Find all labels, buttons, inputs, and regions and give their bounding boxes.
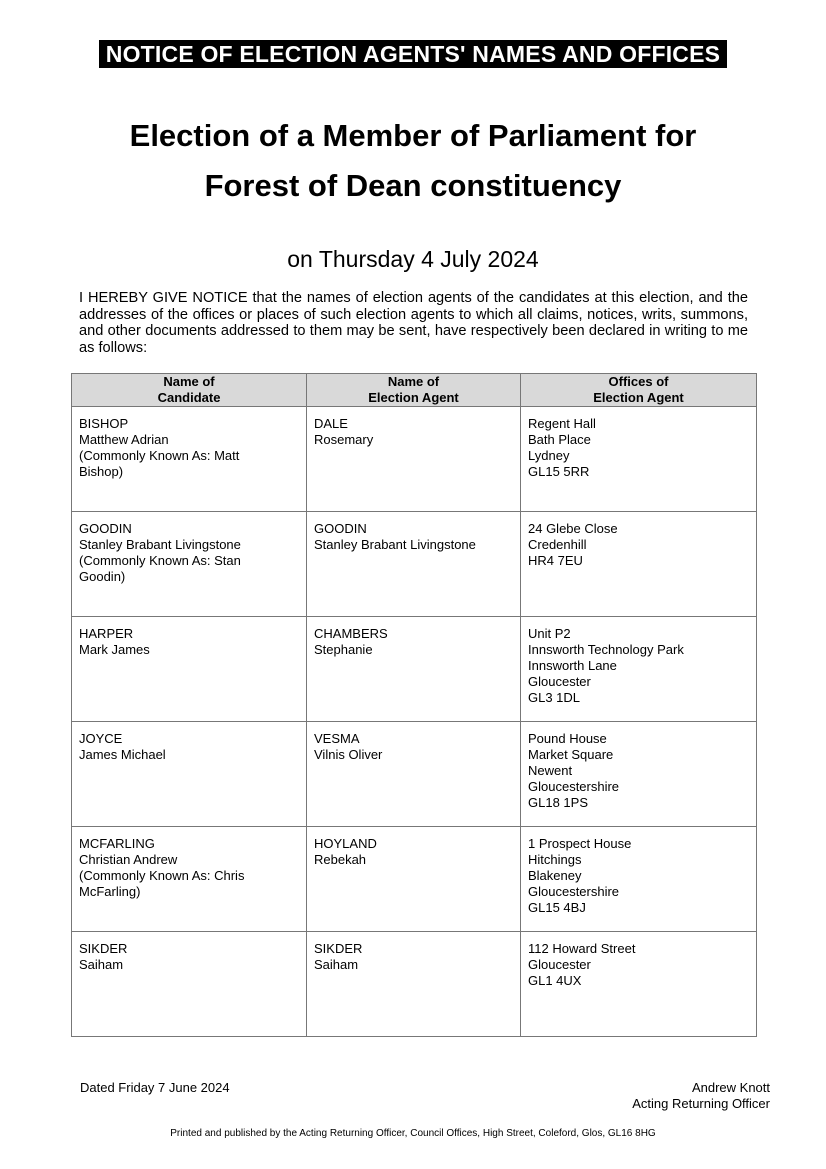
candidate-cell [72, 512, 307, 617]
office-line: Credenhill [528, 537, 587, 552]
agents-table [71, 373, 757, 1037]
office-line: GL15 4BJ [528, 900, 586, 915]
header-text: Name of [163, 374, 215, 389]
agent-line: VESMA [314, 731, 360, 746]
office-line: 1 Prospect House [528, 836, 632, 851]
office-line: Unit P2 [528, 626, 571, 641]
agent-line: GOODIN [314, 521, 367, 536]
office-line: Gloucester [528, 957, 591, 972]
title-line-2: Forest of Dean constituency [204, 168, 622, 203]
agent-cell [307, 512, 521, 617]
office-cell [521, 617, 757, 722]
agent-cell [307, 722, 521, 827]
office-line: Gloucester [528, 674, 591, 689]
candidate-line: Goodin) [79, 569, 126, 584]
agent-line: Rebekah [314, 852, 367, 867]
notice-paragraph: I HEREBY GIVE NOTICE that the names of election agents of the candidates at this election, and the addresses of the offices or places of such election agents to which all claims, notices, writs, summons, and other documents addressed to them may be sent, have respectively been declared in writing to me as follows: [79, 290, 748, 356]
candidate-cell [72, 827, 307, 932]
candidate-line: BISHOP [79, 416, 129, 431]
office-line: Regent Hall [528, 416, 596, 431]
candidate-cell [72, 617, 307, 722]
office-line: Gloucestershire [528, 779, 620, 794]
candidate-cell [72, 407, 307, 512]
candidate-line: MCFARLING [79, 836, 155, 851]
office-line: 24 Glebe Close [528, 521, 618, 536]
page-title [0, 111, 826, 211]
dated-line: Dated Friday 7 June 2024 [80, 1080, 230, 1095]
office-cell [521, 512, 757, 617]
office-cell [521, 827, 757, 932]
header-text: Name of [387, 374, 440, 389]
candidate-line: McFarling) [79, 884, 141, 899]
table-row [72, 932, 757, 1037]
office-cell [521, 932, 757, 1037]
office-line: Gloucestershire [528, 884, 620, 899]
office-line: Innsworth Lane [528, 658, 617, 673]
candidate-line: SIKDER [79, 941, 128, 956]
table-header-row [72, 374, 757, 407]
table-row [72, 512, 757, 617]
agent-line: Saiham [314, 957, 359, 972]
office-line: Bath Place [528, 432, 591, 447]
table-row [72, 827, 757, 932]
office-line: GL1 4UX [528, 973, 582, 988]
agent-line: CHAMBERS [314, 626, 388, 641]
candidate-line: Christian Andrew [79, 852, 178, 867]
header-text: Offices of [608, 374, 669, 389]
title-line-1: Election of a Member of Parliament for [129, 118, 697, 153]
signatory-role: Acting Returning Officer [632, 1096, 770, 1111]
agent-line: DALE [314, 416, 348, 431]
header-text: Candidate [157, 390, 221, 405]
election-date: on Thursday 4 July 2024 [287, 246, 539, 272]
signature-block [632, 1080, 770, 1112]
candidate-line: HARPER [79, 626, 134, 641]
candidate-cell [72, 722, 307, 827]
candidate-line: Mark James [79, 642, 150, 657]
header-text: Election Agent [593, 390, 684, 405]
agent-cell [307, 617, 521, 722]
candidate-line: JOYCE [79, 731, 123, 746]
office-line: Market Square [528, 747, 614, 762]
table-row [72, 617, 757, 722]
office-line: Hitchings [528, 852, 582, 867]
office-line: 112 Howard Street [528, 941, 636, 956]
agent-cell [307, 827, 521, 932]
candidate-line: Saiham [79, 957, 124, 972]
header-text: Election Agent [368, 390, 459, 405]
candidate-cell [72, 932, 307, 1037]
agent-line: HOYLAND [314, 836, 377, 851]
agent-cell [307, 407, 521, 512]
agent-line: SIKDER [314, 941, 363, 956]
agent-cell [307, 932, 521, 1037]
office-line: GL3 1DL [528, 690, 581, 705]
candidate-line: GOODIN [79, 521, 132, 536]
table-row [72, 722, 757, 827]
agent-line: Stanley Brabant Livingstone [314, 537, 476, 552]
candidate-line: Stanley Brabant Livingstone [79, 537, 241, 552]
header-candidate [72, 374, 307, 407]
table-row [72, 407, 757, 512]
candidate-line: Matthew Adrian [79, 432, 169, 447]
office-line: Lydney [528, 448, 570, 463]
candidate-line: James Michael [79, 747, 166, 762]
office-line: GL18 1PS [528, 795, 588, 810]
office-line: Innsworth Technology Park [528, 642, 684, 657]
header-office [521, 374, 757, 407]
office-cell [521, 407, 757, 512]
office-line: Blakeney [528, 868, 582, 883]
candidate-line: (Commonly Known As: Chris [79, 868, 245, 883]
office-line: Pound House [528, 731, 607, 746]
imprint-line: Printed and published by the Acting Returning Officer, Council Offices, High Street, Coleford, Glos, GL16 8HG [170, 1128, 656, 1139]
candidate-line: (Commonly Known As: Matt [79, 448, 240, 463]
candidate-line: (Commonly Known As: Stan [79, 553, 241, 568]
office-cell [521, 722, 757, 827]
header-agent [307, 374, 521, 407]
signatory-name: Andrew Knott [691, 1080, 770, 1095]
candidate-line: Bishop) [79, 464, 124, 479]
office-line: GL15 5RR [528, 464, 590, 479]
office-line: HR4 7EU [528, 553, 583, 568]
agent-line: Vilnis Oliver [314, 747, 383, 762]
office-line: Newent [528, 763, 573, 778]
agent-line: Rosemary [314, 432, 374, 447]
agent-line: Stephanie [314, 642, 373, 657]
notice-banner: NOTICE OF ELECTION AGENTS' NAMES AND OFFICES [99, 40, 727, 68]
